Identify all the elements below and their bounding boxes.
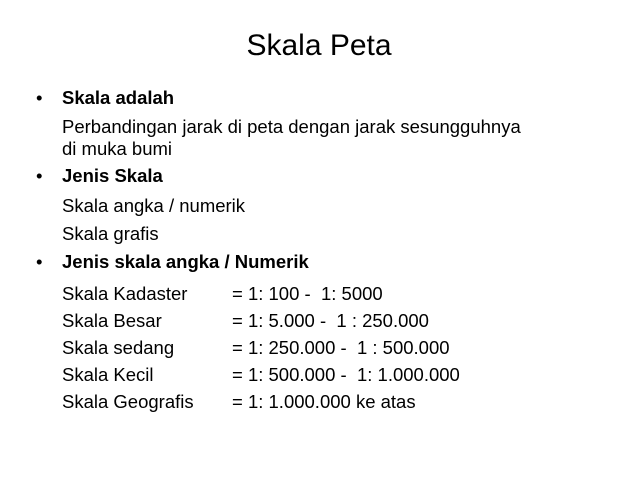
scale-type-item: Skala grafis (62, 223, 159, 244)
table-row (62, 280, 460, 307)
table-row (62, 307, 460, 334)
scale-range: = 1: 1.000.000 ke atas (232, 390, 416, 412)
table-row (62, 334, 460, 361)
bullet-jenis-skala (36, 164, 626, 188)
numeric-scale-table (62, 280, 460, 415)
slide-content (36, 86, 626, 415)
scale-range: = 1: 100 - 1: 5000 (232, 282, 383, 304)
bullet-heading: Jenis skala angka / Numerik (62, 251, 309, 272)
scale-name: Skala sedang (62, 336, 175, 358)
bullet-jenis-skala-angka (36, 250, 626, 274)
scale-range: = 1: 500.000 - 1: 1.000.000 (232, 363, 460, 385)
bullet-marker: • (36, 87, 43, 108)
scale-range: = 1: 5.000 - 1 : 250.000 (232, 309, 429, 331)
bullet-skala-adalah (36, 86, 626, 110)
scale-range: = 1: 250.000 - 1 : 500.000 (232, 336, 450, 358)
table-row (62, 361, 460, 388)
definition-line: Perbandingan jarak di peta dengan jarak sesungguhnya (62, 116, 521, 137)
definition-line: di muka bumi (62, 138, 173, 159)
bullet-heading: Jenis Skala (62, 165, 163, 186)
bullet-marker: • (36, 165, 43, 186)
scale-type-item: Skala angka / numerik (62, 195, 246, 216)
table-row (62, 388, 460, 415)
scale-name: Skala Kadaster (62, 282, 188, 304)
slide-title: Skala Peta (246, 29, 392, 62)
bullet-heading: Skala adalah (62, 87, 175, 108)
bullet-marker: • (36, 251, 43, 272)
scale-name: Skala Geografis (62, 390, 194, 412)
scale-name: Skala Besar (62, 309, 162, 331)
scale-name: Skala Kecil (62, 363, 154, 385)
